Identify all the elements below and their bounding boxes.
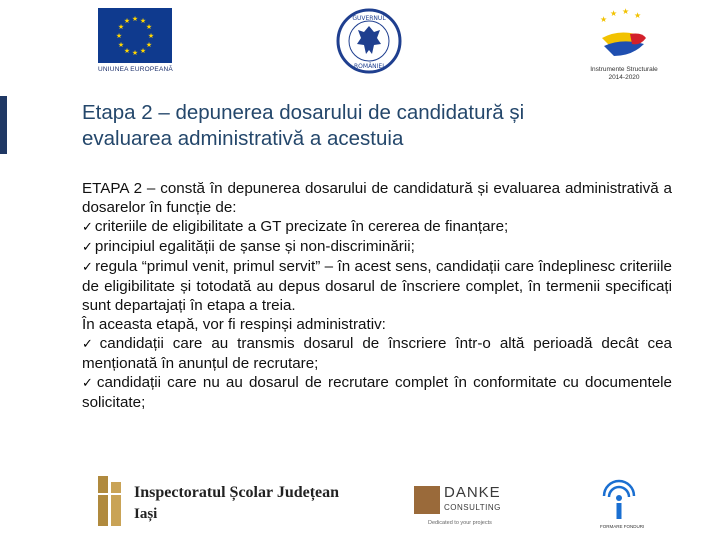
accent-bar (0, 96, 7, 154)
slide-title (82, 100, 682, 152)
rejection-item (82, 334, 672, 373)
svg-text:★: ★ (622, 8, 630, 16)
svg-text:★: ★ (139, 17, 147, 25)
eu-caption: UNIUNEA EUROPEANĂ (98, 66, 173, 73)
checkmark-icon: ✓ (82, 260, 94, 275)
svg-text:★: ★ (634, 11, 642, 20)
rejection-text: candidații care nu au dosarul de recrutare complet în conformitate cu documentele solicitate; (82, 374, 672, 411)
danke-subtitle: CONSULTING (444, 503, 501, 512)
rejection-item (82, 373, 672, 412)
svg-text:★: ★ (117, 23, 125, 31)
structural-instruments-caption-line2: 2014-2020 (608, 74, 640, 81)
intro-paragraph: ETAPA 2 – constă în depunerea dosarului de candidatură și evaluarea administrativă a dosarelor în funcție de: (82, 180, 672, 216)
checkmark-icon: ✓ (82, 220, 93, 235)
danke-tagline: Dedicated to your projects (428, 520, 492, 526)
criterion-text: criteriile de eligibilitate a GT precizate în cererea de finanțare; (94, 218, 509, 235)
eu-logo (98, 8, 172, 76)
svg-text:★: ★ (131, 49, 139, 57)
info-caption: FORMARE FONDURI (600, 524, 645, 529)
checkmark-icon: ✓ (82, 240, 93, 255)
svg-text:★: ★ (123, 17, 131, 25)
rejection-text: candidații care au transmis dosarul de înscriere într-o altă perioadă decât cea menționată în anunțul de recrutare; (82, 335, 672, 372)
svg-text:★: ★ (145, 23, 153, 31)
isj-city: Iași (134, 506, 158, 522)
structural-instruments-caption-line1: Instrumente Structurale (590, 66, 658, 73)
danke-name: DANKE (444, 484, 501, 501)
svg-text:★: ★ (145, 41, 153, 49)
svg-text:★: ★ (117, 41, 125, 49)
danke-mark-icon (414, 486, 440, 514)
title-line-1: Etapa 2 – depunerea dosarului de candidatură și (82, 101, 525, 124)
criterion-item (82, 217, 672, 237)
info-logo (596, 476, 645, 532)
svg-text:★: ★ (123, 47, 131, 55)
structural-instruments-logo (590, 8, 656, 84)
gov-text-top: GUVERNUL (352, 15, 386, 22)
isj-emblem-icon (96, 474, 124, 528)
svg-text:★: ★ (131, 15, 139, 23)
structural-instruments-star-icon (590, 8, 656, 64)
slide-body (82, 179, 672, 412)
criterion-text: principiul egalității de șanse și non-discriminării; (94, 238, 415, 255)
svg-text:★: ★ (147, 32, 155, 40)
checkmark-icon: ✓ (82, 376, 95, 391)
svg-text:★: ★ (610, 9, 618, 18)
structural-instruments-caption (584, 66, 664, 82)
eu-flag-icon (98, 8, 172, 63)
gov-text-bottom: ROMÂNIEI (354, 63, 384, 70)
criterion-text: regula “primul venit, primul servit” – în acest sens, candidații care îndeplinesc criteriile de eligibilitate și totodată au depus dosarul de înscriere complet, în termenii specificați sunt departajați în etapa a treia. (82, 258, 672, 314)
isj-logo (96, 474, 340, 530)
svg-text:★: ★ (115, 32, 123, 40)
rejection-intro: În aceasta etapă, vor fi respinși administrativ: (82, 316, 386, 333)
isj-name: Inspectoratul Școlar Județean (134, 484, 340, 501)
svg-text:★: ★ (600, 15, 608, 24)
romanian-government-seal-icon (336, 8, 402, 74)
checkmark-icon: ✓ (82, 337, 98, 352)
criterion-item (82, 237, 672, 257)
info-point-icon (596, 476, 642, 522)
government-logo (336, 8, 402, 74)
title-line-2: evaluarea administrativă a acestuia (82, 127, 404, 150)
danke-logo (414, 482, 504, 532)
svg-text:★: ★ (139, 47, 147, 55)
criterion-item (82, 257, 672, 315)
